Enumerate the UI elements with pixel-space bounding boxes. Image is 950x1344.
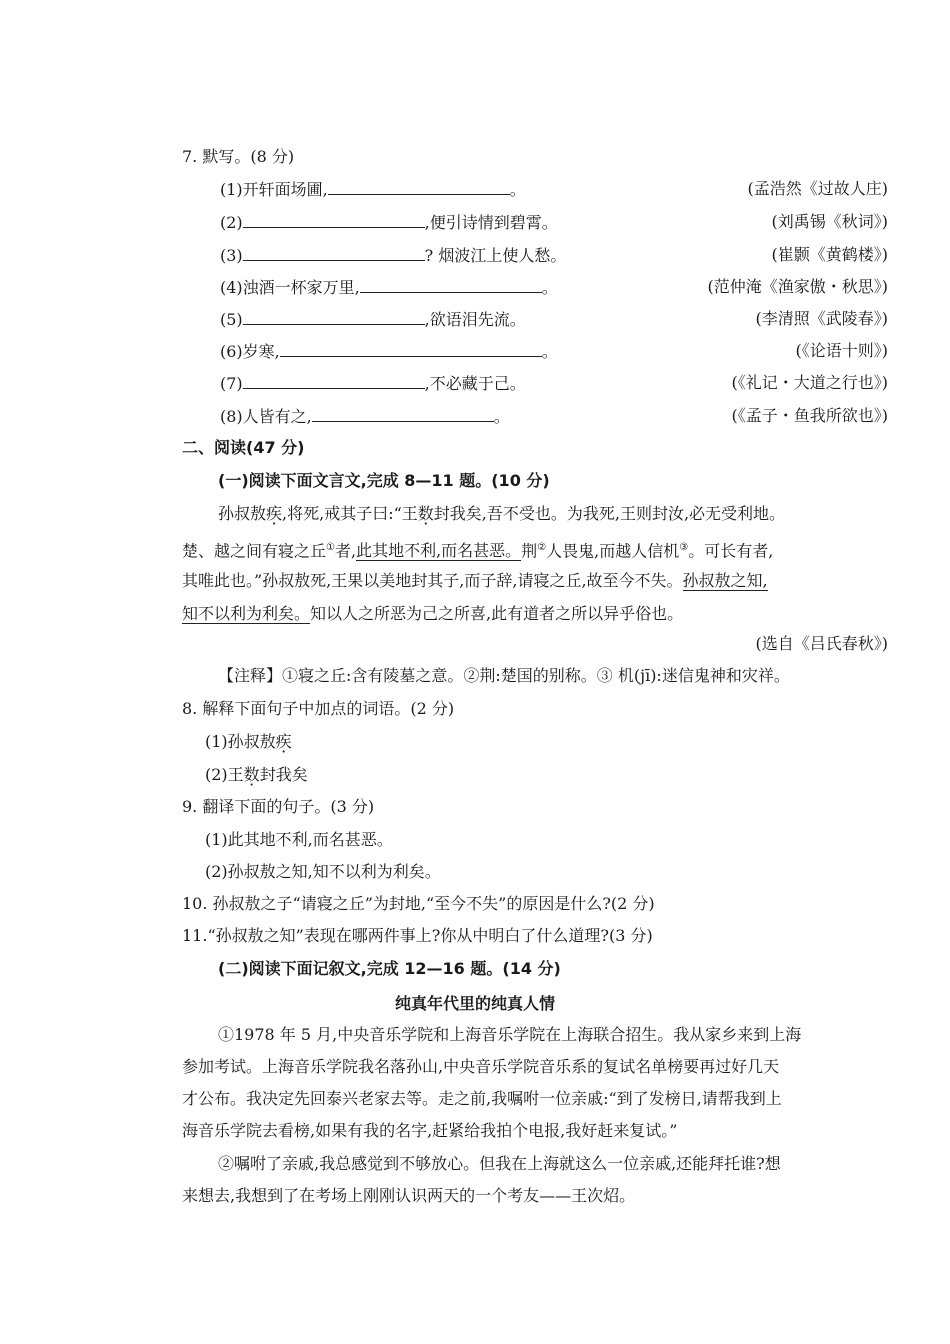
passage-source: (选自《吕氏春秋》) [755, 634, 888, 653]
q7-source-7: (《礼记・大道之行也》) [731, 373, 888, 392]
q7-source-3: (崔颢《黄鹤楼》) [771, 245, 888, 264]
passage-line-2: 楚、越之间有寝之丘①者,此其地不利,而名甚恶。荆②人畏鬼,而越人信机③。可长有者, [182, 541, 774, 561]
q7-header: 7. 默写。(8 分) [182, 147, 295, 166]
q7-source-1: (孟浩然《过故人庄) [747, 179, 888, 198]
q11: 11.“孙叔敖之知”表现在哪两件事上?你从中明白了什么道理?(3 分) [182, 926, 653, 945]
q8-item-1: (1)孙叔敖疾 [205, 732, 292, 751]
answer-blank[interactable] [280, 340, 542, 357]
passage-line-1: 孙叔敖疾,将死,戒其子曰:“王数封我矣,吾不受也。为我死,王则封汝,必无受利地。 [218, 504, 786, 523]
q7-source-6: (《论语十则》) [795, 341, 888, 360]
q8-item-2: (2)王数封我矣 [205, 765, 308, 784]
answer-blank[interactable] [312, 405, 494, 422]
q10: 10. 孙叔敖之子“请寝之丘”为封地,“至今不失”的原因是什么?(2 分) [182, 894, 655, 913]
section1-header: (一)阅读下面文言文,完成 8—11 题。(10 分) [218, 471, 550, 490]
q7-item-7: (7) ,不必藏于己。 [220, 374, 526, 393]
answer-blank[interactable] [243, 211, 425, 228]
story-p2-line-2: 来想去,我想到了在考场上刚刚认识两天的一个考友——王次炤。 [182, 1186, 636, 1205]
answer-blank[interactable] [243, 308, 425, 325]
story-title: 纯真年代里的纯真人情 [394, 994, 555, 1013]
answer-blank[interactable] [243, 244, 425, 261]
q7-item-4: (4)浊酒一杯家万里, 。 [220, 278, 558, 297]
q9-item-2: (2)孙叔敖之知,知不以利为利矣。 [205, 862, 441, 881]
q8-header: 8. 解释下面句子中加点的词语。(2 分) [182, 699, 455, 718]
story-p1-line-3: 才公布。我决定先回泰兴老家去等。走之前,我嘱咐一位亲戚:“到了发榜日,请帮我到上 [182, 1089, 782, 1108]
story-p1-line-1: ①1978 年 5 月,中央音乐学院和上海音乐学院在上海联合招生。我从家乡来到上海 [218, 1025, 802, 1044]
passage-line-3: 其唯此也。”孙叔敖死,王果以美地封其子,而子辞,请寝之丘,故至今不失。孙叔敖之知, [182, 571, 768, 590]
passage-line-4: 知不以利为利矣。知以人之所恶为己之所喜,此有道者之所以异乎俗也。 [182, 604, 684, 623]
section2-header: (二)阅读下面记叙文,完成 12—16 题。(14 分) [218, 959, 561, 978]
story-p1-line-4: 海音乐学院去看榜,如果有我的名字,赶紧给我拍个电报,我好赶来复试。” [182, 1121, 678, 1140]
q9-item-1: (1)此其地不利,而名甚恶。 [205, 830, 393, 849]
q7-item-8: (8)人皆有之, 。 [220, 407, 510, 426]
q7-item-5: (5) ,欲语泪先流。 [220, 310, 526, 329]
answer-blank[interactable] [243, 372, 425, 389]
notes: 【注释】①寝之丘:含有陵墓之意。②荆:楚国的别称。③ 机(jī):迷信鬼神和灾祥。 [218, 666, 790, 685]
q7-source-4: (范仲淹《渔家傲・秋思》) [707, 277, 888, 296]
q7-item-6: (6)岁寒, 。 [220, 342, 558, 361]
answer-blank[interactable] [360, 276, 542, 293]
part2-header: 二、阅读(47 分) [182, 438, 305, 457]
story-p2-line-1: ②嘱咐了亲戚,我总感觉到不够放心。但我在上海就这么一位亲戚,还能拜托谁?想 [218, 1154, 781, 1173]
answer-blank[interactable] [328, 178, 510, 195]
q7-source-2: (刘禹锡《秋词》) [771, 212, 888, 231]
story-p1-line-2: 参加考试。上海音乐学院我名落孙山,中央音乐学院音乐系的复试名单榜要再过好几天 [182, 1057, 780, 1076]
q9-header: 9. 翻译下面的句子。(3 分) [182, 797, 375, 816]
q7-item-2: (2) ,便引诗情到碧霄。 [220, 213, 558, 232]
q7-item-3: (3) ? 烟波江上使人愁。 [220, 246, 567, 265]
q7-source-8: (《孟子・鱼我所欲也》) [731, 406, 888, 425]
q7-item-1: (1)开轩面场圃, 。 [220, 180, 526, 199]
q7-source-5: (李清照《武陵春》) [755, 309, 888, 328]
